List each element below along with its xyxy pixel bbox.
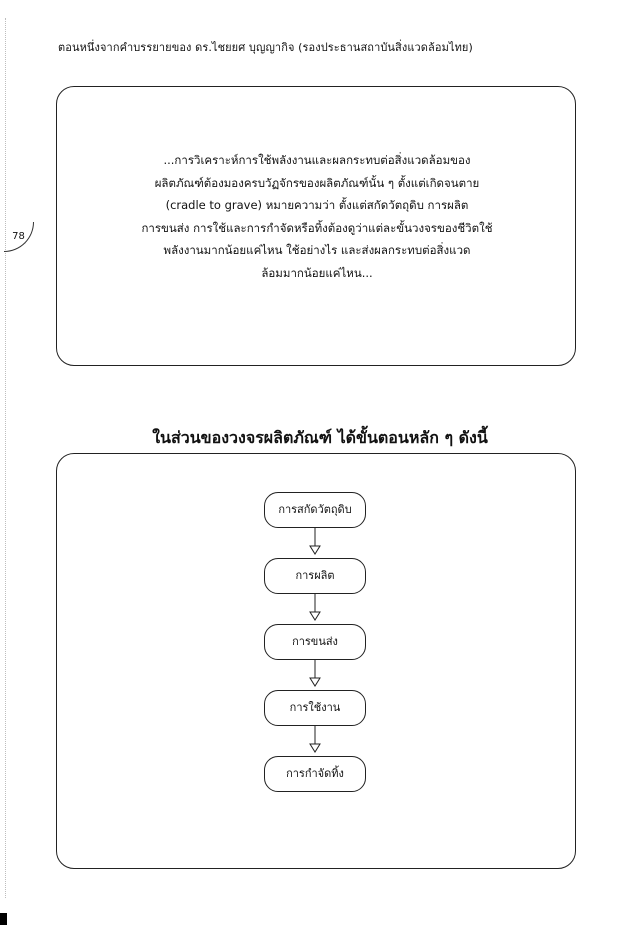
section-heading: ในส่วนของวงจรผลิตภัณฑ์ ได้ขั้นตอนหลัก ๆ ดังนี้	[152, 428, 488, 447]
quote-line: ผลิตภัณฑ์ต้องมองครบวัฏจักรของผลิตภัณฑ์นั้น ๆ ตั้งแต่เกิดจนตาย	[154, 175, 480, 190]
quote-text	[127, 149, 507, 284]
quote-line: (cradle to grave) หมายความว่า ตั้งแต่สกัดวัตถุดิบ การผลิต	[165, 198, 469, 212]
flow-step-production: การผลิต	[264, 558, 366, 594]
quote-box	[56, 86, 576, 366]
scan-corner-mark	[0, 913, 7, 925]
quote-line: พลังงานมากน้อยแค่ไหน ใช้อย่างไร และส่งผลกระทบต่อสิ่งแวด	[163, 243, 471, 257]
quote-line: การขนส่ง การใช้และการกำจัดหรือทิ้งต้องดูว่าแต่ละขั้นวงจรของชีวิตใช้	[141, 220, 493, 235]
flow-arrowhead	[310, 744, 320, 752]
flow-step-disposal: การกำจัดทิ้ง	[264, 756, 366, 792]
quote-line: ...การวิเคราะห์การใช้พลังงานและผลกระทบต่อสิ่งแวดล้อมของ	[163, 153, 471, 167]
flow-arrowhead	[310, 612, 320, 620]
page-number: 78	[4, 222, 34, 252]
source-attribution: ตอนหนึ่งจากคำบรรยายของ ดร.ไชยยศ บุญญากิจ (รองประธานสถาบันสิ่งแวดล้อมไทย)	[58, 41, 473, 54]
flow-arrowhead	[310, 678, 320, 686]
flow-step-extraction: การสกัดวัตถุดิบ	[264, 492, 366, 528]
flow-step-usage: การใช้งาน	[264, 690, 366, 726]
flowchart-box	[56, 453, 576, 869]
quote-line: ล้อมมากน้อยแค่ไหน...	[261, 265, 373, 280]
flow-arrowhead	[310, 546, 320, 554]
margin-dotted-line	[5, 18, 6, 898]
flow-step-transport: การขนส่ง	[264, 624, 366, 660]
